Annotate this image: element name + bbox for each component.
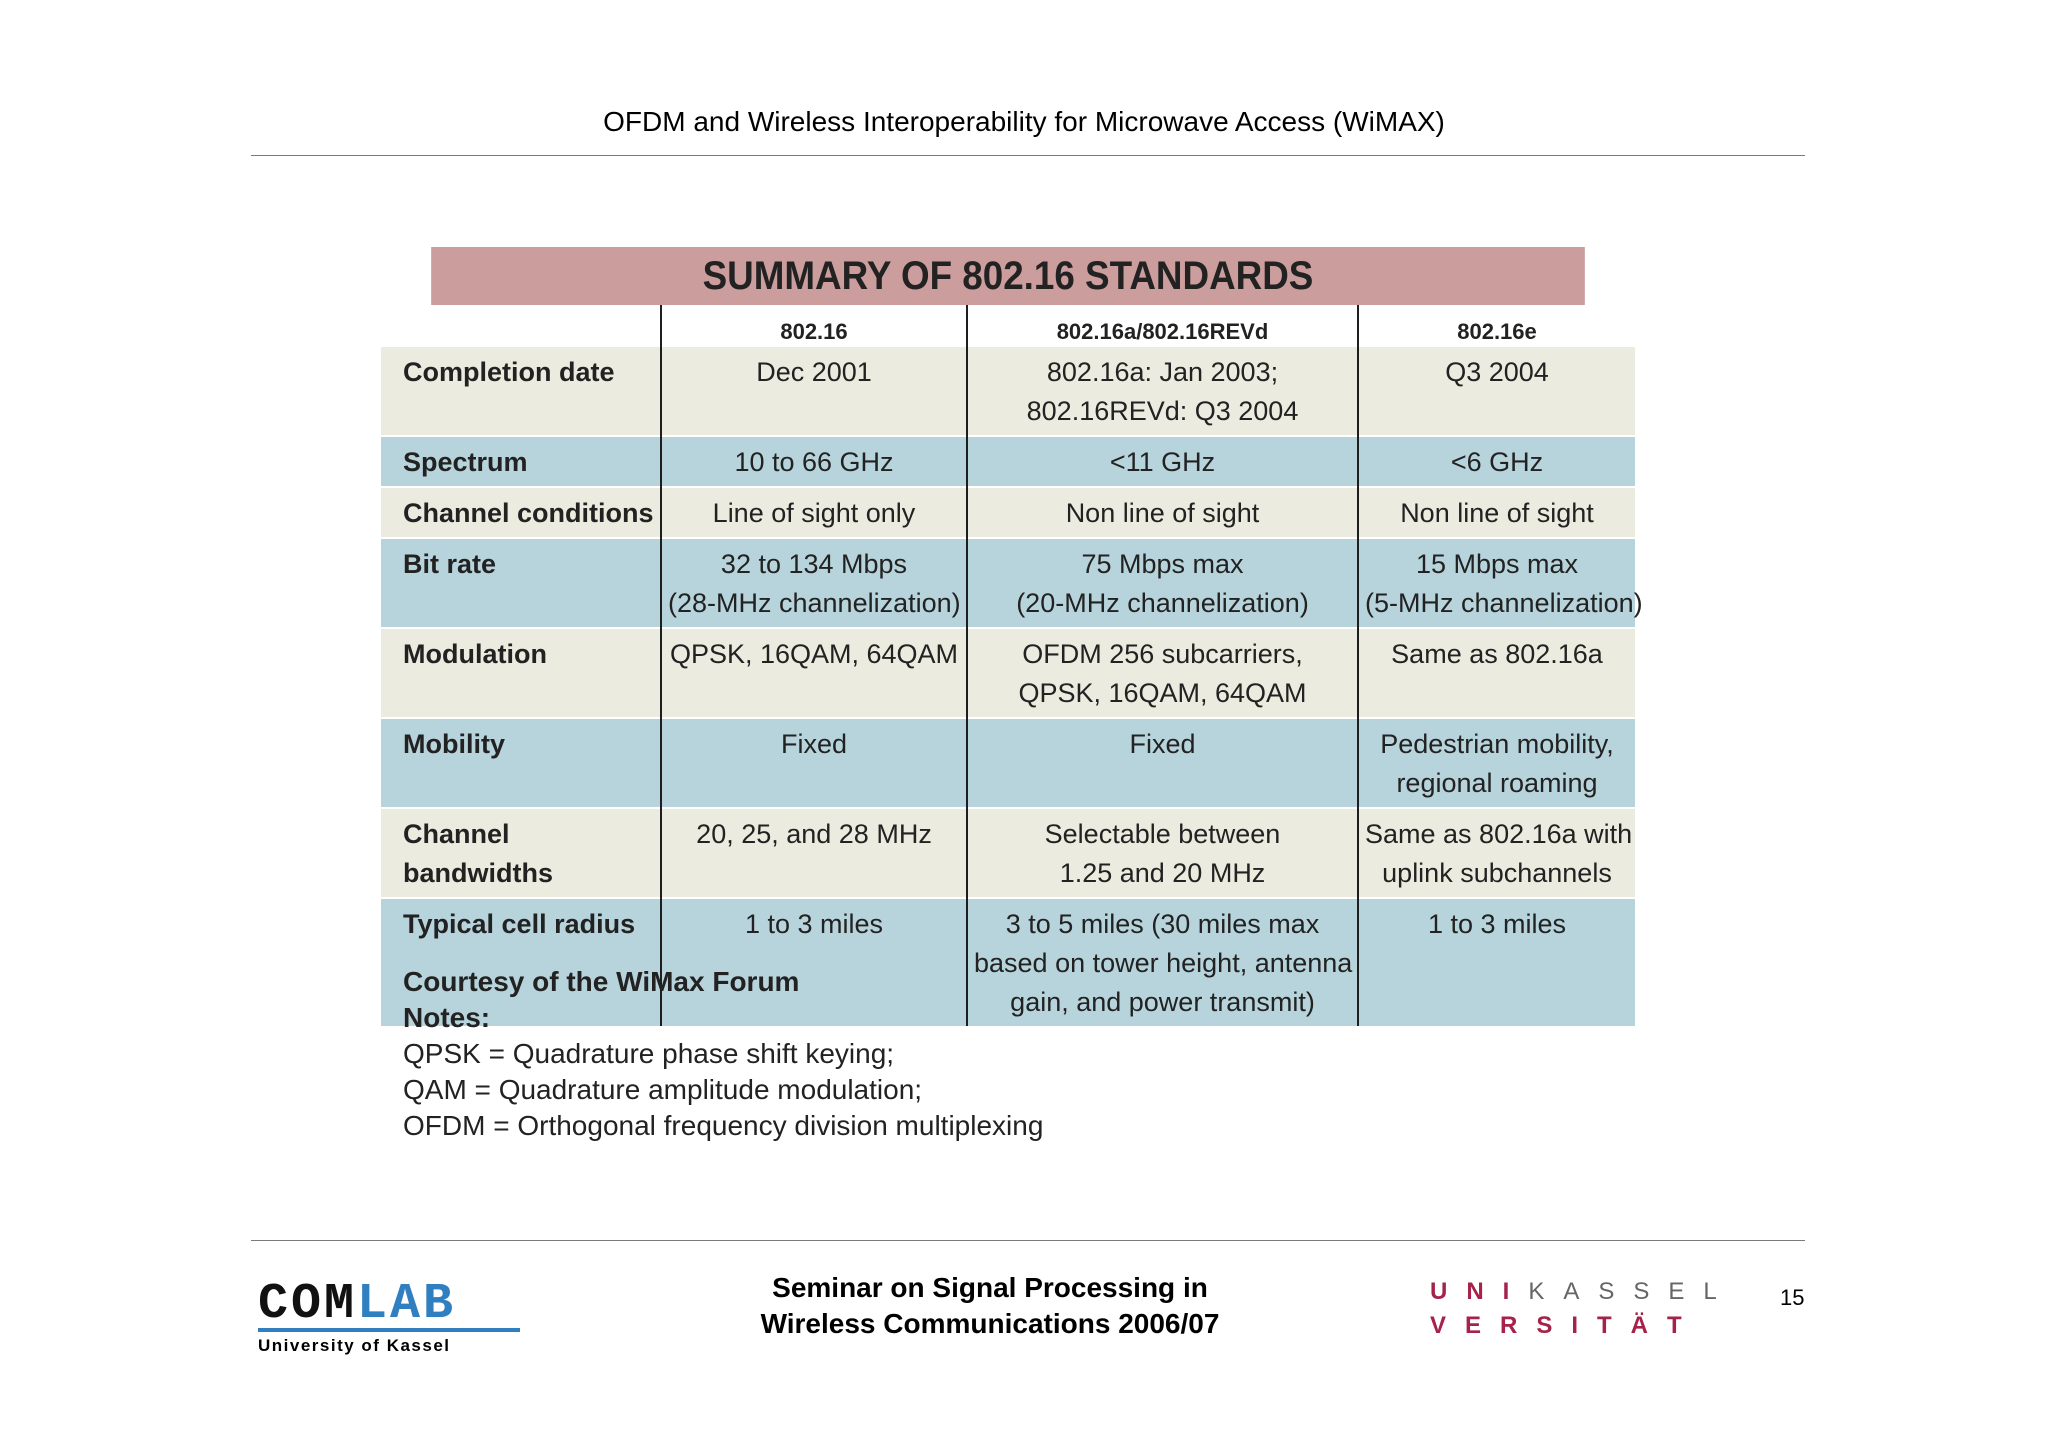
cell-text: based on tower height, antenna xyxy=(974,948,1353,978)
row-label: Completion date xyxy=(381,346,661,436)
cell-text: <11 GHz xyxy=(1109,447,1216,477)
cell-text: Q3 2004 xyxy=(1445,357,1549,387)
table-row xyxy=(381,628,1635,718)
table-cell xyxy=(661,808,967,898)
table-cell xyxy=(661,436,967,487)
table-cell xyxy=(967,538,1358,628)
cell-text: 802.16REVd: Q3 2004 xyxy=(1026,396,1299,426)
table-notes xyxy=(403,964,1043,1144)
notes-heading: Notes: xyxy=(403,1002,491,1033)
cell-text: <6 GHz xyxy=(1450,447,1544,477)
cell-text: 1.25 and 20 MHz xyxy=(1059,858,1266,888)
uni-kassel-logo xyxy=(1430,1275,1736,1343)
kassel-i: I xyxy=(1502,1278,1529,1305)
page-number: 15 xyxy=(1780,1285,1805,1310)
cell-text: 1 to 3 miles xyxy=(744,909,884,939)
courtesy-line: Courtesy of the WiMax Forum xyxy=(403,966,800,997)
note-line: QAM = Quadrature amplitude modulation; xyxy=(403,1074,923,1105)
cell-text: regional roaming xyxy=(1396,768,1598,798)
seminar-line-1: Seminar on Signal Processing in xyxy=(772,1272,1208,1303)
comlab-logo xyxy=(258,1276,520,1356)
note-line: OFDM = Orthogonal frequency division multiplexing xyxy=(403,1110,1044,1141)
table-row xyxy=(381,436,1635,487)
seminar-line-2: Wireless Communications 2006/07 xyxy=(760,1308,1220,1339)
cell-text: Fixed xyxy=(780,729,848,759)
kassel-line-2: VERSITÄT xyxy=(1430,1312,1701,1339)
cell-text: uplink subchannels xyxy=(1382,858,1612,888)
table-row xyxy=(381,718,1635,808)
cell-text: (5-MHz channelization) xyxy=(1365,588,1643,618)
cell-text: Dec 2001 xyxy=(756,357,872,387)
kassel-un: UN xyxy=(1430,1278,1503,1305)
cell-text: Pedestrian mobility, xyxy=(1380,729,1614,759)
table-cell xyxy=(1358,538,1643,628)
table-row xyxy=(381,346,1635,436)
table-title: SUMMARY OF 802.16 STANDARDS xyxy=(431,247,1585,305)
table-row xyxy=(381,487,1635,538)
table-cell xyxy=(661,718,967,808)
comlab-lab: LAB xyxy=(357,1276,457,1333)
cell-text: (20-MHz channelization) xyxy=(1016,588,1309,618)
cell-text: Selectable between xyxy=(1044,819,1281,849)
cell-text: Non line of sight xyxy=(1065,498,1260,528)
column-header-802-16a: 802.16a/802.16REVd xyxy=(967,305,1358,346)
footer-divider xyxy=(251,1240,1805,1241)
cell-text: (28-MHz channelization) xyxy=(668,588,961,618)
note-line: QPSK = Quadrature phase shift keying; xyxy=(403,1038,895,1069)
table-cell xyxy=(1358,898,1635,1026)
row-label: Channel conditions xyxy=(381,487,661,538)
column-header-empty xyxy=(381,305,661,346)
row-label: Bit rate xyxy=(381,538,661,628)
table-cell xyxy=(967,628,1358,718)
column-header-802-16: 802.16 xyxy=(661,305,967,346)
cell-text: 32 to 134 Mbps xyxy=(720,549,908,579)
cell-text: Same as 802.16a xyxy=(1391,639,1603,669)
kassel-word: KASSEL xyxy=(1528,1278,1736,1305)
table-cell xyxy=(661,628,967,718)
table-cell xyxy=(1358,718,1635,808)
comlab-wordmark xyxy=(258,1276,520,1333)
table-cell xyxy=(1358,808,1635,898)
comlab-com: COM xyxy=(258,1276,358,1333)
kassel-line-1 xyxy=(1430,1275,1736,1309)
cell-text: Same as 802.16a with xyxy=(1365,819,1633,849)
table-cell xyxy=(967,346,1358,436)
table-header-row xyxy=(381,305,1635,346)
table-row xyxy=(381,808,1635,898)
cell-text: Non line of sight xyxy=(1400,498,1594,528)
table-cell xyxy=(1358,487,1635,538)
table-body xyxy=(381,346,1643,1026)
cell-text: Line of sight only xyxy=(712,498,916,528)
column-header-802-16e: 802.16e xyxy=(1358,305,1635,346)
standards-table xyxy=(381,305,1643,1026)
row-label: Channel bandwidths xyxy=(381,808,661,898)
cell-text: 1 to 3 miles xyxy=(1427,909,1567,939)
comlab-subtitle: University of Kassel xyxy=(258,1336,451,1355)
table-cell xyxy=(661,538,967,628)
cell-text: 75 Mbps max xyxy=(1081,549,1244,579)
table-cell xyxy=(967,718,1358,808)
table-cell xyxy=(1358,436,1635,487)
header-divider xyxy=(251,155,1805,156)
row-label: Spectrum xyxy=(381,436,661,487)
table-row xyxy=(381,538,1635,628)
table-cell xyxy=(967,487,1358,538)
standards-summary-table xyxy=(381,247,1643,1026)
cell-text: gain, and power transmit) xyxy=(1010,987,1315,1017)
table-cell xyxy=(661,346,967,436)
slide-title: OFDM and Wireless Interoperability for Microwave Access (WiMAX) xyxy=(603,106,1445,137)
cell-text: QPSK, 16QAM, 64QAM xyxy=(669,639,959,669)
table-cell xyxy=(661,487,967,538)
cell-text: 15 Mbps max xyxy=(1415,549,1579,579)
table-cell xyxy=(967,808,1358,898)
table-cell xyxy=(1358,628,1635,718)
row-label: Mobility xyxy=(381,718,661,808)
table-cell xyxy=(967,436,1358,487)
cell-text: OFDM 256 subcarriers, xyxy=(1022,639,1303,669)
seminar-title xyxy=(640,1270,1340,1342)
row-label: Typical cell radius xyxy=(381,898,661,1026)
cell-text: QPSK, 16QAM, 64QAM xyxy=(1018,678,1307,708)
cell-text: 802.16a: Jan 2003; xyxy=(1046,357,1279,387)
cell-text: 3 to 5 miles (30 miles max xyxy=(1005,909,1320,939)
table-cell xyxy=(1358,346,1635,436)
cell-text: 20, 25, and 28 MHz xyxy=(696,819,932,849)
cell-text: 10 to 66 GHz xyxy=(734,447,894,477)
row-label: Modulation xyxy=(381,628,661,718)
cell-text: Fixed xyxy=(1129,729,1196,759)
